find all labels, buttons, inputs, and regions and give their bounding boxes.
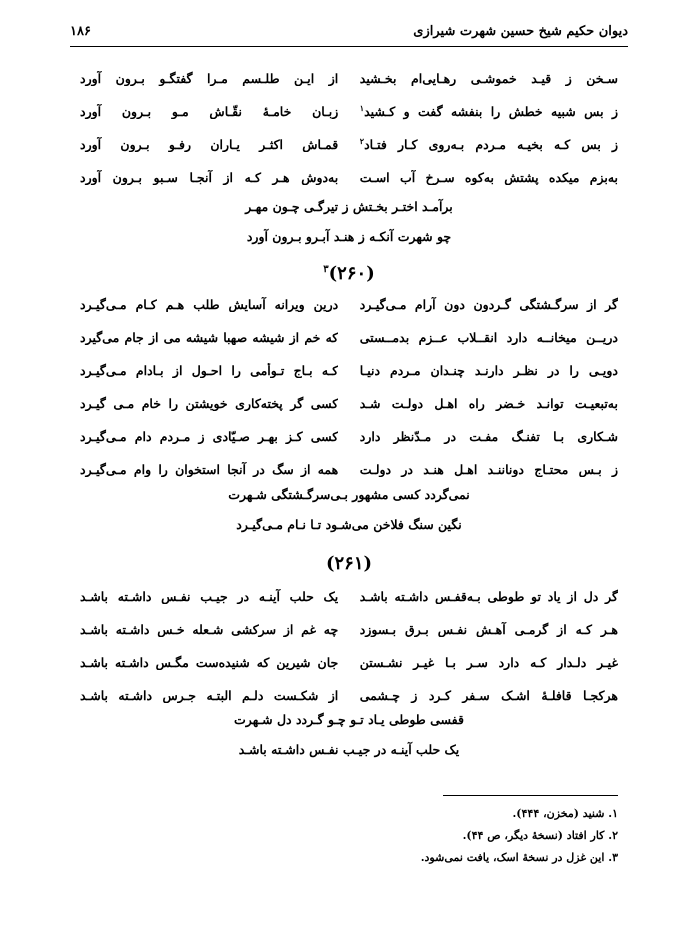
hemistich-right: به‌تبعیـت توانـد خـضر راه اهـل دولـت شـد — [359, 396, 618, 411]
closing-line: نگین سنگ فلاخن می‌شـود تـا نـام مـی‌گیـرد — [236, 517, 462, 532]
hemistich-left: کـه بـاج تـوأمی را احـول از بـادام مـی‌گیـرد — [80, 363, 339, 378]
couplet — [80, 95, 618, 128]
closing-line: یک حلب آینـه در جیـب نفـس داشـته باشـد — [238, 742, 460, 757]
hemistich-left: از ایـن طلـسم مـرا گفتگـو بـرون آورد — [80, 71, 339, 86]
ghazal-261-closing — [0, 705, 698, 765]
hemistich-right: ز بـس محتـاج دوناننـد اهـل هنـد در دولـت — [359, 462, 618, 477]
hemistich-right: ز بس شبیه خطش را بنفشه گفت و کـشید$^۱$ — [359, 103, 618, 120]
closing-line: نمی‌گردد کسی مشهور بـی‌سرگـشتگی شـهرت — [228, 487, 470, 502]
footnote: ۱. شنید (مخزن، ۴۴۴). — [512, 807, 618, 820]
ghazal-title-261: (۲۶۱) — [325, 553, 373, 574]
hemistich-right: هـر کـه از گرمـی آهـش نفـس بـرق بـسوزد — [359, 622, 618, 637]
footnotes — [80, 803, 618, 869]
couplet — [80, 354, 618, 387]
couplet — [80, 161, 618, 194]
couplet — [80, 62, 618, 95]
couplet — [80, 420, 618, 453]
couplet — [80, 128, 618, 161]
prev-ghazal-closing — [0, 192, 698, 252]
hemistich-left: جان شیرین که شنیده‌ست مگـس داشـته باشـد — [80, 655, 339, 670]
hemistich-right: ز بس کـه بخیـه مـردم بـه‌روی کـار فتـاد$^۲$ — [359, 136, 618, 153]
hemistich-right: دویـی را در نظـر دارنـد چنـدان مـردم دنیـا — [359, 363, 618, 378]
hemistich-right: گر از سرگـشتگی گـردون دون آرام مـی‌گیـرد — [359, 297, 618, 312]
hemistich-right: گر دل از یاد تو طوطی بـه‌قفـس داشـته باشـد — [359, 589, 618, 604]
hemistich-right: شـکاری بـا تفنـگ مفـت در مـدّنظر دارد — [359, 429, 618, 444]
couplet — [80, 580, 618, 613]
footnote-mark: ۱ — [359, 103, 365, 114]
ghazal-260-couplets — [80, 288, 618, 486]
couplet — [80, 387, 618, 420]
closing-line: برآمـد اختـر بخـتش ز تیرگـی چـون مهـر — [245, 199, 453, 214]
footnote: ۳. این غزل در نسخهٔ اسک، یافت نمی‌شود. — [420, 851, 618, 864]
hemistich-right: هرکجـا قافلـهٔ اشـک سـفر کـرد ز چـشمی — [359, 688, 618, 703]
hemistich-left: قمـاش اکثـر یـاران رفـو بـرون آورد — [80, 137, 339, 152]
hemistich-right: غیـر دلـدار کـه دارد سـر بـا غیـر نشـستن — [359, 655, 618, 670]
closing-line: قفسی طوطی یـاد تـو چـو گـردد دل شـهرت — [234, 712, 464, 727]
hemistich-left: کسی کـز بهـر صـیّادی ز مـردم دام مـی‌گیـرد — [80, 429, 339, 444]
footnote-mark: ۳ — [323, 264, 329, 275]
hemistich-left: به‌دوش هـر کـه از آنجـا سـبو بـرون آورد — [80, 170, 339, 185]
hemistich-left: همه از سگ در آنجا استخوان را وام مـی‌گیـرد — [80, 462, 339, 477]
page-number: ۱۸۶ — [70, 23, 91, 39]
footnote-mark: ۲ — [359, 136, 365, 147]
ghazal-261-couplets — [80, 580, 618, 712]
footnote: ۲. کار افتاد (نسخهٔ دیگر، ص ۴۴). — [462, 829, 618, 842]
hemistich-left: درین ویرانه آسایش طلب هـم کـام مـی‌گیـرد — [80, 297, 339, 312]
hemistich-right: سـخن ز قیـد خموشـی رهـایی‌ام بخـشید — [359, 71, 618, 86]
hemistich-left: که خم از شیشه صهبا شیشه می از جام می‌گیرد — [80, 330, 339, 345]
page-header — [70, 18, 628, 44]
header-rule — [70, 46, 628, 47]
couplet — [80, 613, 618, 646]
hemistich-left: از شکـست دلـم البتـه جـرس داشـته باشـد — [80, 688, 339, 703]
footnote-rule — [443, 795, 618, 796]
prev-ghazal-couplets — [80, 62, 618, 194]
hemistich-left: کسی گر پخته‌کاری خویشتن را خام مـی گیـرد — [80, 396, 339, 411]
couplet — [80, 646, 618, 679]
closing-line: چو شهرت آنکـه ز هنـد آبـرو بـرون آورد — [246, 229, 452, 244]
hemistich-right: دریــن میخانــه دارد انقــلاب عــزم بدمــستی — [359, 330, 618, 345]
couplet — [80, 288, 618, 321]
ghazal-title-260: (۲۶۰)$^۳$ — [323, 263, 375, 284]
hemistich-left: یک حلب آینـه در جیـب نفـس داشـته باشـد — [80, 589, 339, 604]
hemistich-right: به‌بزم میکده پشتش به‌کوه سـرخ آب اسـت — [359, 170, 618, 185]
ghazal-260-closing — [0, 480, 698, 540]
running-title: دیوان حکیم شیخ حسین شهرت شیرازی — [413, 23, 628, 39]
couplet — [80, 321, 618, 354]
hemistich-left: چه غم از سرکشی شـعله خـس داشـته باشـد — [80, 622, 339, 637]
hemistich-left: زبـان خامـهٔ نقّـاش مـو بـرون آورد — [80, 104, 339, 119]
